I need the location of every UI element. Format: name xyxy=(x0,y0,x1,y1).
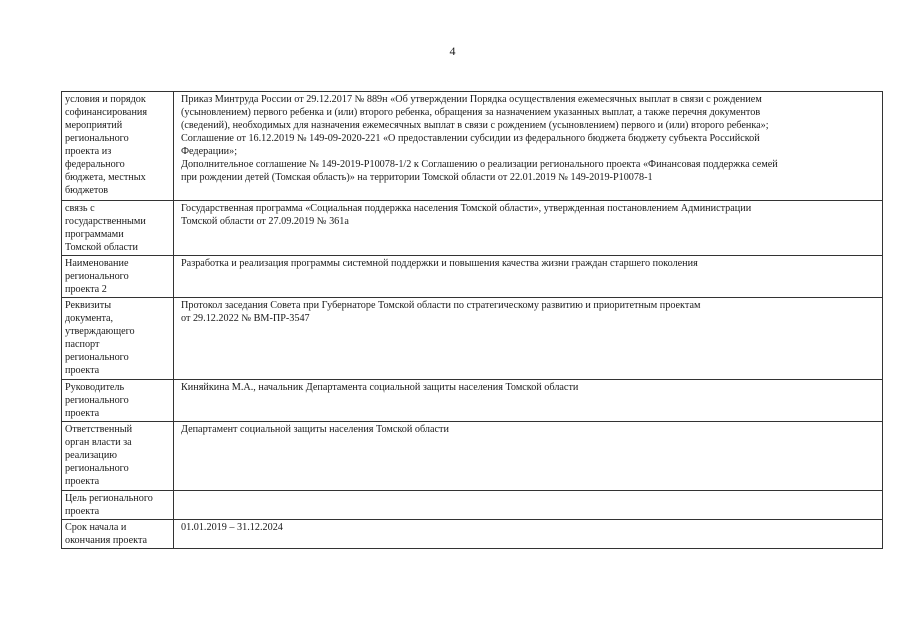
row-value xyxy=(174,491,883,520)
row-value: 01.01.2019 – 31.12.2024 xyxy=(174,520,883,549)
page-number: 4 xyxy=(449,44,456,58)
row-value: Государственная программа «Социальная поддержка населения Томской области», утвержденная постановлением Администрации Томской области от 27.09.2019 № 361а xyxy=(174,201,883,256)
row-label: Ответственный орган власти за реализацию регионального проекта xyxy=(62,422,174,491)
row-value: Киняйкина М.А., начальник Департамента социальной защиты населения Томской области xyxy=(174,380,883,422)
row-label: связь с государственными программами Томской области xyxy=(62,201,174,256)
project-passport-table xyxy=(61,91,883,549)
table-row-state-programs-link xyxy=(62,201,883,256)
table-row-cofinancing-conditions xyxy=(62,92,883,201)
row-label: Срок начала и окончания проекта xyxy=(62,520,174,549)
table-row-project-goal xyxy=(62,491,883,520)
row-value: Протокол заседания Совета при Губернаторе Томской области по стратегическому развитию и приоритетным проектам от 29.12.2022 № ВМ-ПР-3547 xyxy=(174,298,883,380)
row-label: Наименование регионального проекта 2 xyxy=(62,256,174,298)
row-label: условия и порядок софинансирования мероприятий регионального проекта из федерального бюджета, местных бюджетов xyxy=(62,92,174,201)
table-row-approving-document xyxy=(62,298,883,380)
row-value: Разработка и реализация программы системной поддержки и повышения качества жизни граждан старшего поколения xyxy=(174,256,883,298)
row-label: Цель регионального проекта xyxy=(62,491,174,520)
row-value: Приказ Минтруда России от 29.12.2017 № 889н «Об утверждении Порядка осуществления ежемесячных выплат в связи с рождением (усыновлением) первого ребенка и (или) второго ребенка, обращения за назначением указанных выплат, а также перечня документов (сведений), необходимых для назначения ежемесячных выплат в связи с рождением (усыновлением) первого и (или) второго ребенка»; Соглашение от 16.12.2019 № 149-09-2020-221 «О предоставлении субсидии из федерального бюджета бюджету субъекта Российской Федерации»; Дополнительное соглашение № 149-2019-Р10078-1/2 к Соглашению о реализации регионального проекта «Финансовая поддержка семей при рождении детей (Томская область)» на территории Томской области от 22.01.2019 № 149-2019-Р10078-1 xyxy=(174,92,883,201)
table-row-responsible-authority xyxy=(62,422,883,491)
row-label: Реквизиты документа, утверждающего паспорт регионального проекта xyxy=(62,298,174,380)
row-value: Департамент социальной защиты населения Томской области xyxy=(174,422,883,491)
table-row-project-name xyxy=(62,256,883,298)
table-row-project-head xyxy=(62,380,883,422)
table-row-project-term xyxy=(62,520,883,549)
row-label: Руководитель регионального проекта xyxy=(62,380,174,422)
